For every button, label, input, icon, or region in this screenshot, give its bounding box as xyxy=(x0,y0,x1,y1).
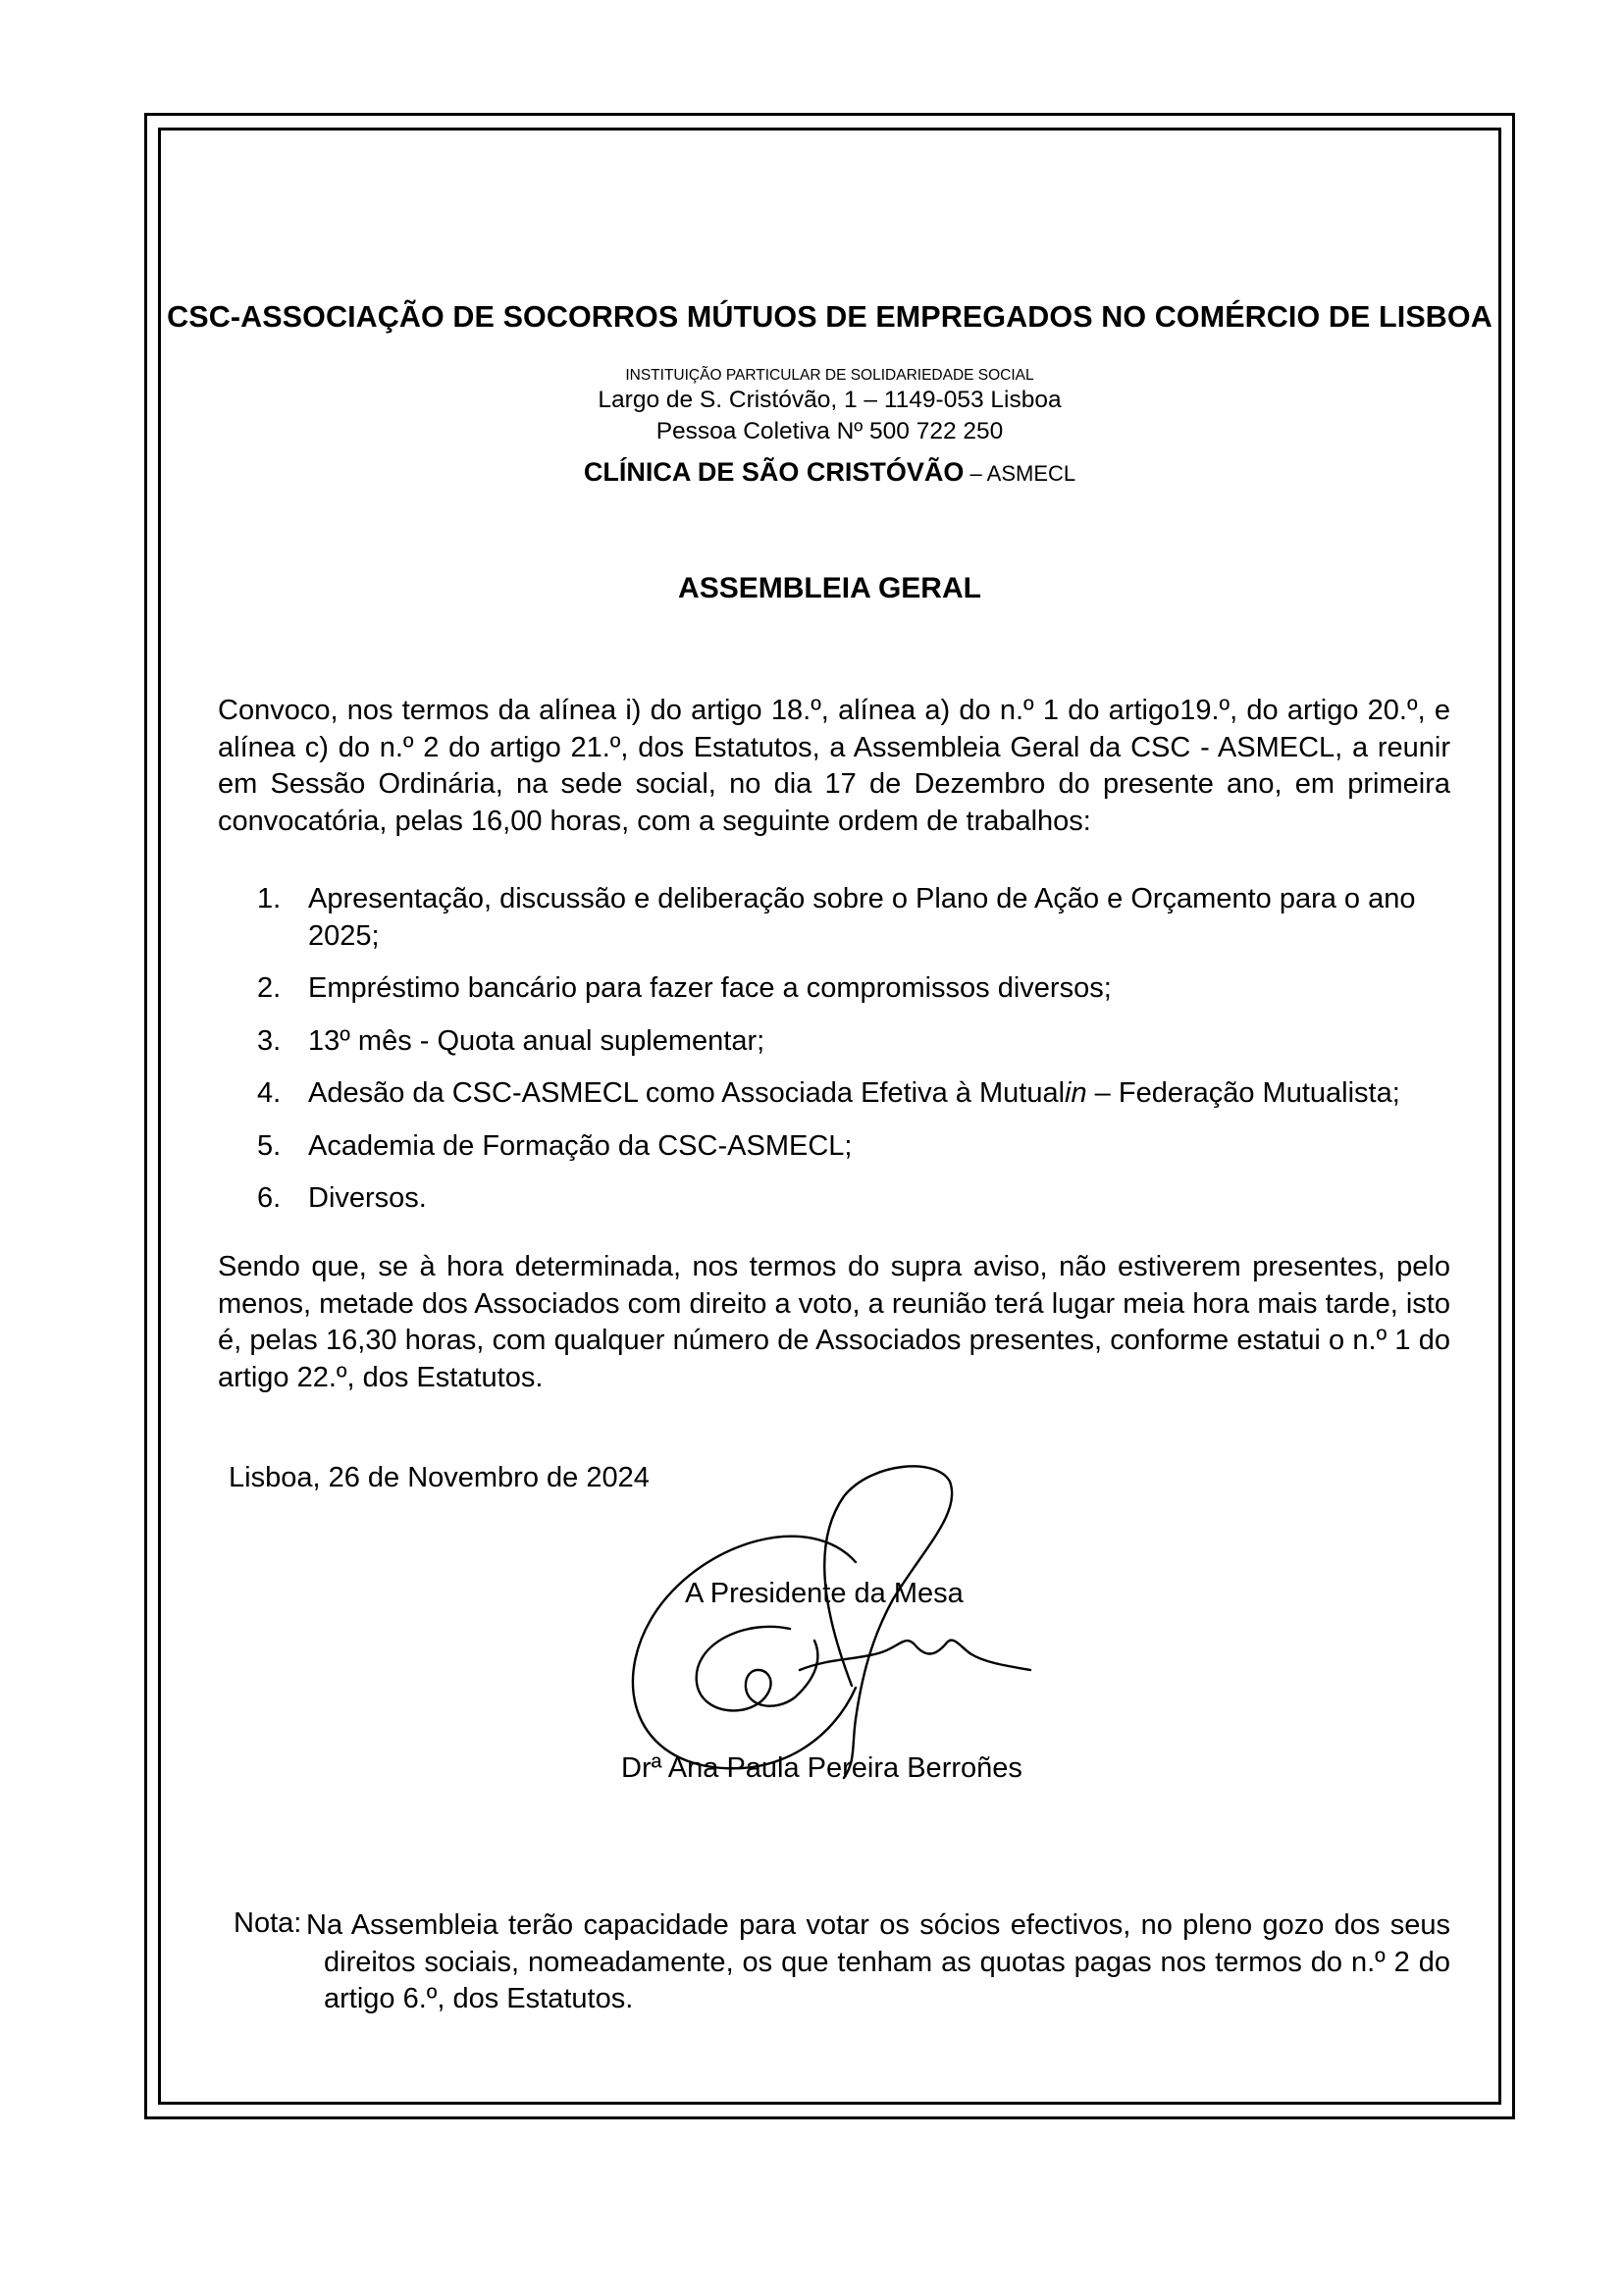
agenda-item-number: 6. xyxy=(257,1182,282,1214)
agenda-item-text: Apresentação, discussão e deliberação sobre o Plano de Ação e Orçamento para o ano 2025; xyxy=(308,883,1416,952)
signature-inner-scroll xyxy=(697,1627,818,1711)
agenda-item-text: Academia de Formação da CSC-ASMECL; xyxy=(308,1129,853,1162)
agenda-item-text: Diversos. xyxy=(308,1182,427,1214)
document-heading: ASSEMBLEIA GERAL xyxy=(678,572,981,604)
signature-treble-stroke xyxy=(824,1466,952,1778)
clinic-name-bold: CLÍNICA DE SÃO CRISTÓVÃO xyxy=(583,457,965,487)
tax-id-line: Pessoa Coletiva Nº 500 722 250 xyxy=(655,418,1004,444)
address-block xyxy=(158,385,1501,447)
agenda-item xyxy=(218,1128,1450,1166)
clinic-suffix: – ASMECL xyxy=(964,461,1076,486)
agenda-item-number: 1. xyxy=(257,883,282,914)
note-text xyxy=(306,1907,1450,2018)
signature-tail xyxy=(800,1641,1030,1670)
note-label: Nota: xyxy=(234,1907,302,1939)
handwritten-signature xyxy=(599,1452,1040,1786)
president-role: A Presidente da Mesa xyxy=(685,1578,964,1609)
agenda-item-number: 4. xyxy=(257,1077,282,1109)
president-name: Drª Ana Paula Pereira Berroñes xyxy=(621,1752,1022,1784)
clinic-name xyxy=(158,457,1501,488)
agenda-item-number: 3. xyxy=(257,1024,282,1057)
agenda-item xyxy=(218,1023,1450,1061)
agenda-item-text-italic: in xyxy=(1065,1077,1087,1109)
agenda-item-text-end: – Federação Mutualista; xyxy=(1086,1077,1400,1109)
organization-title: CSC-ASSOCIAÇÃO DE SOCORROS MÚTUOS DE EMPREGADOS NO COMÉRCIO DE LISBOA xyxy=(167,300,1492,334)
quorum-paragraph: Sendo que, se à hora determinada, nos termos do supra aviso, não estiverem presentes, pelo menos, metade dos Associados com direito a voto, a reunião terá lugar meia hora mais tarde, isto é, pelas 16,30 horas, com qualquer número de Associados presentes, conforme estatui o n.º 1 do artigo 22.º, dos Estatutos. xyxy=(218,1251,1450,1393)
agenda-item-text: Empréstimo bancário para fazer face a compromissos diversos; xyxy=(308,972,1112,1004)
agenda-item xyxy=(218,1180,1450,1218)
convocation-paragraph: Convoco, nos termos da alínea i) do artigo 18.º, alínea a) do n.º 1 do artigo19.º, do artigo 20.º, e alínea c) do n.º 2 do artigo 21.º, dos Estatutos, a Assembleia Geral da CSC - ASMECL, a reunir em Sessão Ordinária, na sede social, no dia 17 de Dezembro do presente ano, em primeira convocatória, pelas 16,00 horas, com a seguinte ordem de trabalhos: xyxy=(218,695,1450,837)
signature-outer-loop xyxy=(633,1537,856,1769)
agenda-item-number: 2. xyxy=(257,972,282,1004)
institution-type: INSTITUIÇÃO PARTICULAR DE SOLIDARIEDADE SOCIAL xyxy=(625,367,1034,384)
agenda-list xyxy=(218,881,1450,1233)
agenda-item xyxy=(218,1075,1450,1113)
place-and-date: Lisboa, 26 de Novembro de 2024 xyxy=(229,1462,650,1493)
agenda-item-number: 5. xyxy=(257,1129,282,1162)
agenda-item xyxy=(218,970,1450,1008)
agenda-item-text: 13º mês - Quota anual suplementar; xyxy=(308,1024,765,1057)
note-body: Na Assembleia terão capacidade para votar os sócios efectivos, no pleno gozo dos seus direitos sociais, nomeadamente, os que tenham as quotas pagas nos termos do n.º 2 do artigo 6.º, dos Estatutos. xyxy=(306,1909,1450,2014)
address-line: Largo de S. Cristóvão, 1 – 1149-053 Lisboa xyxy=(598,387,1062,413)
agenda-item-text-start: Adesão da CSC-ASMECL como Associada Efetiva à Mutual xyxy=(308,1077,1066,1109)
agenda-item xyxy=(218,881,1450,955)
